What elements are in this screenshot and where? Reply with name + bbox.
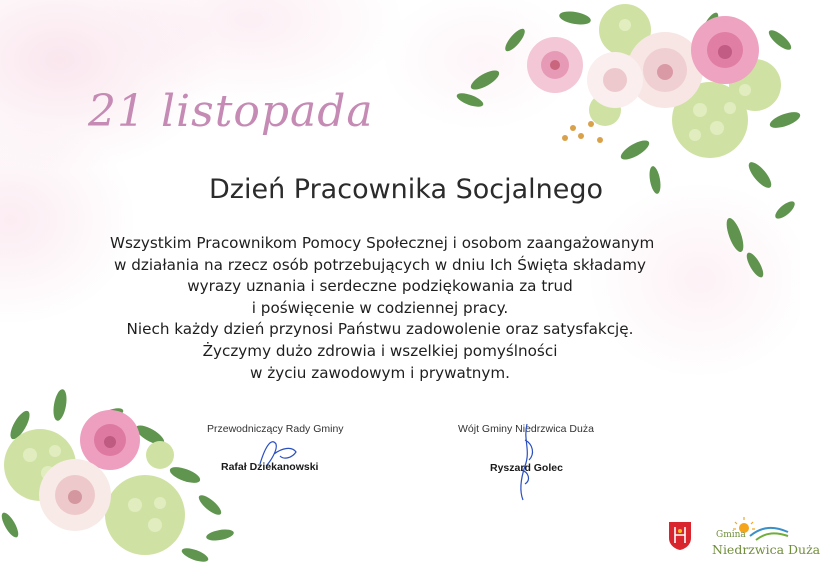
logo-municipality-label: Gmina	[716, 530, 746, 540]
greeting-message	[110, 233, 655, 384]
flower-bouquet-bottom-left	[0, 385, 240, 568]
message-line: Wszystkim Pracownikom Pomocy Społecznej i osobom zaangażowanym	[110, 234, 655, 252]
coat-of-arms-icon	[668, 521, 692, 551]
right-signer-name: Ryszard Golec	[490, 462, 563, 474]
message-line: Życzymy dużo zdrowia i wszelkiej pomyślności	[202, 341, 558, 360]
occasion-title: Dzień Pracownika Socjalnego	[209, 174, 604, 205]
message-line: Niech każdy dzień przynosi Państwu zadowolenie oraz satysfakcję.	[126, 320, 634, 339]
message-line: w życiu zawodowym i prywatnym.	[249, 363, 511, 382]
logo-municipality-name: Niedrzwica Duża	[712, 542, 820, 557]
message-line: wyrazy uznania i serdeczne podziękowania za trud	[187, 277, 573, 296]
message-line: w działania na rzecz osób potrzebujących w dniu Ich Święta składamy	[113, 255, 647, 274]
left-signer-name: Rafał Dziekanowski	[221, 461, 319, 473]
message-line: i poświęcenie w codziennej pracy.	[251, 298, 509, 317]
left-signer-role: Przewodniczący Rady Gminy	[207, 423, 344, 435]
right-signer-role: Wójt Gminy Niedrzwica Duża	[458, 423, 594, 435]
date-title: 21 listopada	[88, 86, 374, 137]
